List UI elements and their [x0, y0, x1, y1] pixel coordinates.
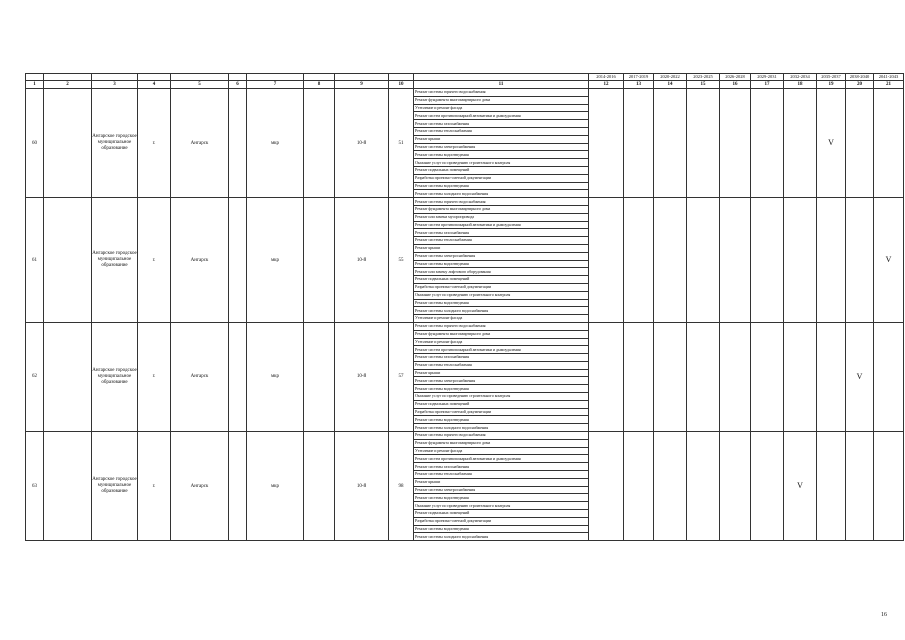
work-type-cell: Ремонт крыши: [414, 244, 589, 252]
work-type-cell: Ремонт систем противопожарной автоматики и дымоудаления: [414, 112, 589, 120]
work-type-cell: Разработка проектно-сметной документации: [414, 408, 589, 416]
header-blank-cell: [335, 74, 389, 81]
work-type-cell: Ремонт фундамента многоквартирного дома: [414, 439, 589, 447]
house-number: 10-й: [335, 322, 389, 431]
column-number-cell: 5: [171, 81, 229, 89]
work-type-cell: Ремонт систем противопожарной автоматики и дымоудаления: [414, 346, 589, 354]
row-number: 63: [26, 432, 44, 541]
work-type-cell: Ремонт подвальных помещений: [414, 166, 589, 174]
locality-type: г.: [138, 198, 171, 323]
work-type-cell: Ремонт систем противопожарной автоматики и дымоудаления: [414, 221, 589, 229]
work-type-cell: Ремонт системы водоотведения: [414, 385, 589, 393]
house-number: 10-й: [335, 198, 389, 323]
period-cell: [874, 432, 904, 541]
work-type-cell: Оказание услуг по проведению строительного контроля: [414, 502, 589, 510]
period-cell: [687, 432, 720, 541]
period-cell: [589, 89, 624, 198]
column-number-cell: 15: [687, 81, 720, 89]
period-cell: [751, 198, 784, 323]
table-row: [26, 322, 904, 330]
period-mark: V: [817, 89, 846, 198]
period-cell: [817, 432, 846, 541]
work-type-cell: Ремонт системы водоотведения: [414, 260, 589, 268]
period-cell: [784, 198, 817, 323]
empty-cell: [44, 432, 92, 541]
empty-cell: [44, 322, 92, 431]
work-type-cell: Утепление и ремонт фасада: [414, 315, 589, 323]
empty-cell: [304, 198, 335, 323]
column-number-cell: 1: [26, 81, 44, 89]
empty-cell: [229, 432, 247, 541]
work-type-cell: Ремонт системы холодного водоснабжения: [414, 424, 589, 432]
period-cell: [687, 198, 720, 323]
period-cell: [654, 322, 687, 431]
house-number: 10-й: [335, 89, 389, 198]
column-number-cell: 13: [624, 81, 654, 89]
empty-cell: [229, 89, 247, 198]
period-cell: [846, 198, 874, 323]
period-cell: [817, 322, 846, 431]
work-type-cell: Ремонт крыши: [414, 478, 589, 486]
building-number: 51: [389, 89, 414, 198]
column-number-cell: 2: [44, 81, 92, 89]
work-type-cell: Ремонт системы электроснабжения: [414, 486, 589, 494]
work-type-cell: Ремонт системы водоотведения: [414, 494, 589, 502]
work-type-cell: Разработка проектно-сметной документации: [414, 517, 589, 525]
work-type-cell: Ремонт системы газоснабжения: [414, 229, 589, 237]
work-type-cell: Ремонт системы горячего водоснабжения: [414, 89, 589, 97]
period-header-cell: 2026-2028: [720, 74, 751, 81]
header-blank-cell: [26, 74, 44, 81]
period-cell: [784, 89, 817, 198]
work-type-cell: Ремонт подвальных помещений: [414, 400, 589, 408]
column-number-cell: 3: [92, 81, 138, 89]
empty-cell: [229, 322, 247, 431]
period-mark: V: [874, 198, 904, 323]
locality-name: Ангарск: [171, 89, 229, 198]
header-blank-cell: [304, 74, 335, 81]
header-blank-cell: [229, 74, 247, 81]
work-type-cell: Ремонт системы горячего водоснабжения: [414, 322, 589, 330]
period-cell: [720, 198, 751, 323]
column-number-cell: 4: [138, 81, 171, 89]
empty-cell: [304, 89, 335, 198]
work-type-cell: Ремонт системы газоснабжения: [414, 354, 589, 362]
work-type-cell: Ремонт крыши: [414, 369, 589, 377]
period-header-cell: 2041-2043: [874, 74, 904, 81]
work-type-cell: Ремонт системы холодного водоснабжения: [414, 190, 589, 198]
period-header-cell: 2017-2019: [624, 74, 654, 81]
municipality-name: Ангарское городское муниципальное образование: [92, 198, 138, 323]
column-number-cell: 11: [414, 81, 589, 89]
period-cell: [751, 89, 784, 198]
period-cell: [654, 89, 687, 198]
municipality-name: Ангарское городское муниципальное образование: [92, 89, 138, 198]
work-type-cell: Ремонт системы теплоснабжения: [414, 237, 589, 245]
work-type-cell: Оказание услуг по проведению строительного контроля: [414, 159, 589, 167]
period-cell: [654, 432, 687, 541]
column-number-cell: 14: [654, 81, 687, 89]
work-type-cell: Ремонт системы водоотведения: [414, 299, 589, 307]
municipality-name: Ангарское городское муниципальное образование: [92, 432, 138, 541]
header-blank-cell: [44, 74, 92, 81]
header-blank-cell: [138, 74, 171, 81]
period-cell: [846, 89, 874, 198]
work-type-cell: Ремонт системы водоотведения: [414, 182, 589, 190]
street-type: мкр: [247, 198, 304, 323]
work-type-cell: Утепление и ремонт фасада: [414, 338, 589, 346]
column-number-cell: 21: [874, 81, 904, 89]
work-type-cell: Ремонт системы теплоснабжения: [414, 471, 589, 479]
period-mark: V: [846, 322, 874, 431]
row-number: 60: [26, 89, 44, 198]
work-type-cell: Ремонт системы горячего водоснабжения: [414, 198, 589, 206]
period-cell: [687, 89, 720, 198]
period-header-cell: 2023-2025: [687, 74, 720, 81]
work-type-cell: Ремонт системы электроснабжения: [414, 377, 589, 385]
work-type-cell: Ремонт системы водоотведения: [414, 525, 589, 533]
work-type-cell: Ремонт системы холодного водоснабжения: [414, 307, 589, 315]
period-cell: [874, 322, 904, 431]
period-cell: [589, 432, 624, 541]
page-number: 16: [881, 612, 887, 618]
work-type-cell: Утепление и ремонт фасада: [414, 447, 589, 455]
column-number-cell: 10: [389, 81, 414, 89]
period-cell: [751, 322, 784, 431]
period-cell: [624, 198, 654, 323]
house-number: 10-й: [335, 432, 389, 541]
period-header-cell: 2020-2022: [654, 74, 687, 81]
period-cell: [589, 198, 624, 323]
locality-type: г.: [138, 89, 171, 198]
work-type-cell: Ремонт систем противопожарной автоматики и дымоудаления: [414, 455, 589, 463]
empty-cell: [304, 322, 335, 431]
work-type-cell: Ремонт крыши: [414, 135, 589, 143]
header-blank-cell: [92, 74, 138, 81]
locality-name: Ангарск: [171, 432, 229, 541]
period-header-row: [26, 74, 904, 81]
row-number: 61: [26, 198, 44, 323]
period-cell: [720, 89, 751, 198]
row-number: 62: [26, 322, 44, 431]
locality-type: г.: [138, 322, 171, 431]
period-cell: [874, 89, 904, 198]
period-mark: V: [784, 432, 817, 541]
column-number-cell: 17: [751, 81, 784, 89]
table-row: [26, 432, 904, 440]
work-type-cell: Ремонт системы водоотведения: [414, 416, 589, 424]
work-type-cell: Ремонт подвальных помещений: [414, 276, 589, 284]
work-type-cell: Ремонт системы водоотведения: [414, 151, 589, 159]
building-number: 55: [389, 198, 414, 323]
table-row: [26, 198, 904, 206]
period-cell: [654, 198, 687, 323]
work-type-cell: Ремонт системы газоснабжения: [414, 463, 589, 471]
period-cell: [687, 322, 720, 431]
work-type-cell: Ремонт системы холодного водоснабжения: [414, 533, 589, 541]
locality-name: Ангарск: [171, 198, 229, 323]
work-type-cell: Ремонт или замена мусоропровода: [414, 213, 589, 221]
empty-cell: [44, 198, 92, 323]
work-type-cell: Ремонт или замену лифтового оборудования: [414, 268, 589, 276]
work-type-cell: Ремонт подвальных помещений: [414, 510, 589, 518]
empty-cell: [229, 198, 247, 323]
period-cell: [846, 432, 874, 541]
municipality-name: Ангарское городское муниципальное образование: [92, 322, 138, 431]
period-header-cell: 2014-2016: [589, 74, 624, 81]
period-cell: [817, 198, 846, 323]
work-type-cell: Ремонт системы теплоснабжения: [414, 127, 589, 135]
work-type-cell: Ремонт фундамента многоквартирного дома: [414, 96, 589, 104]
building-number: 98: [389, 432, 414, 541]
column-number-cell: 19: [817, 81, 846, 89]
period-cell: [589, 322, 624, 431]
period-header-cell: 2029-2031: [751, 74, 784, 81]
work-type-cell: Ремонт фундамента многоквартирного дома: [414, 330, 589, 338]
empty-cell: [304, 432, 335, 541]
period-cell: [624, 432, 654, 541]
column-number-cell: 6: [229, 81, 247, 89]
work-type-cell: Ремонт системы газоснабжения: [414, 120, 589, 128]
column-number-cell: 12: [589, 81, 624, 89]
work-type-cell: Ремонт системы электроснабжения: [414, 252, 589, 260]
column-number-cell: 16: [720, 81, 751, 89]
period-cell: [784, 322, 817, 431]
period-header-cell: 2032-2034: [784, 74, 817, 81]
capital-repair-table: [25, 73, 904, 541]
work-type-cell: Ремонт фундамента многоквартирного дома: [414, 205, 589, 213]
locality-name: Ангарск: [171, 322, 229, 431]
work-type-cell: Ремонт системы горячего водоснабжения: [414, 432, 589, 440]
locality-type: г.: [138, 432, 171, 541]
header-blank-cell: [247, 74, 304, 81]
column-number-cell: 7: [247, 81, 304, 89]
work-type-cell: Ремонт системы электроснабжения: [414, 143, 589, 151]
period-header-cell: 2035-2037: [817, 74, 846, 81]
work-type-cell: Разработка проектно-сметной документации: [414, 283, 589, 291]
column-number-cell: 9: [335, 81, 389, 89]
period-cell: [624, 322, 654, 431]
work-type-cell: Оказание услуг по проведению строительного контроля: [414, 291, 589, 299]
street-type: мкр: [247, 322, 304, 431]
header-blank-cell: [414, 74, 589, 81]
header-blank-cell: [389, 74, 414, 81]
period-cell: [751, 432, 784, 541]
street-type: мкр: [247, 432, 304, 541]
period-cell: [720, 432, 751, 541]
period-cell: [720, 322, 751, 431]
period-cell: [624, 89, 654, 198]
header-blank-cell: [171, 74, 229, 81]
building-number: 57: [389, 322, 414, 431]
work-type-cell: Ремонт системы теплоснабжения: [414, 361, 589, 369]
column-number-cell: 20: [846, 81, 874, 89]
empty-cell: [44, 89, 92, 198]
work-type-cell: Оказание услуг по проведению строительного контроля: [414, 393, 589, 401]
column-number-row: [26, 81, 904, 89]
work-type-cell: Утепление и ремонт фасада: [414, 104, 589, 112]
column-number-cell: 8: [304, 81, 335, 89]
work-type-cell: Разработка проектно-сметной документации: [414, 174, 589, 182]
street-type: мкр: [247, 89, 304, 198]
column-number-cell: 18: [784, 81, 817, 89]
period-header-cell: 2038-2040: [846, 74, 874, 81]
table-row: [26, 89, 904, 97]
